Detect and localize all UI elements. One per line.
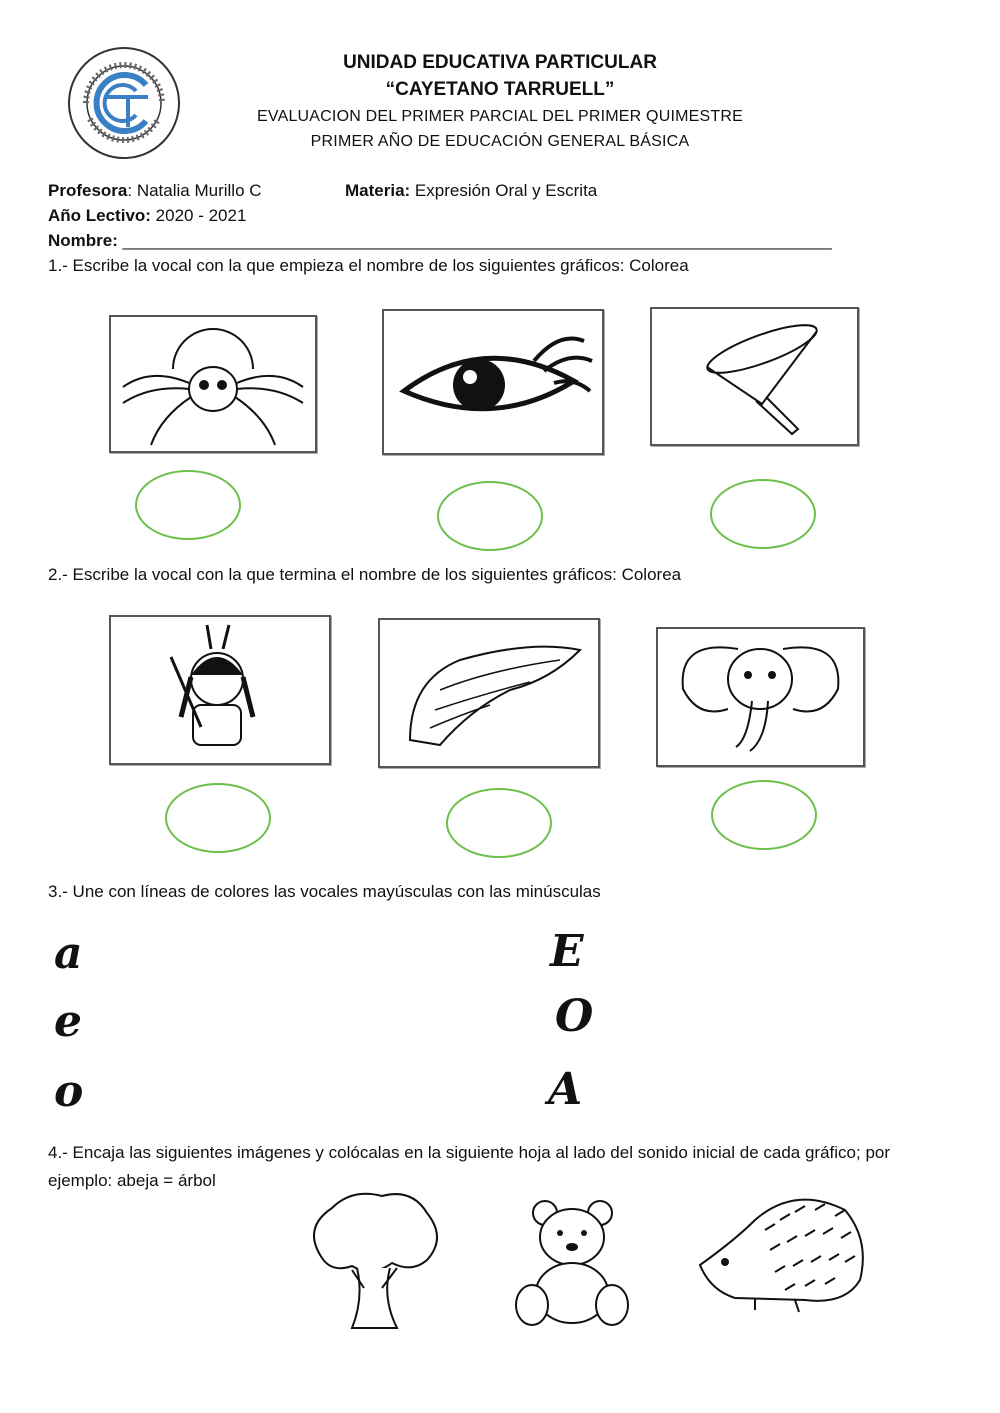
wing-frame xyxy=(378,618,600,768)
year-value: 2020 - 2021 xyxy=(150,206,247,225)
lowercase-a[interactable]: a xyxy=(54,928,83,979)
question-2: 2.- Escribe la vocal con la que termina el nombre de los siguientes gráficos: Colorea xyxy=(48,565,682,584)
teacher-label: Profesora xyxy=(48,181,128,200)
teacher-row xyxy=(48,181,262,201)
question-1: 1.- Escribe la vocal con la que empieza el nombre de los siguientes gráficos: Colorea xyxy=(48,256,689,275)
teacher-value: : Natalia Murillo C xyxy=(127,181,262,200)
year-row xyxy=(48,206,246,226)
uppercase-a[interactable]: A xyxy=(548,1064,583,1115)
tree-icon xyxy=(302,1188,442,1336)
indian-frame xyxy=(109,615,331,765)
subject-row xyxy=(345,181,597,201)
question-3: 3.- Une con líneas de colores las vocales mayúsculas con las minúsculas xyxy=(48,882,601,901)
evaluation-title: EVALUACION DEL PRIMER PARCIAL DEL PRIMER QUIMESTRE xyxy=(257,108,743,125)
hedgehog-icon xyxy=(695,1180,870,1320)
spider-frame xyxy=(109,315,317,453)
year-label: Año Lectivo: xyxy=(48,206,151,225)
elephant-frame xyxy=(656,627,865,767)
answer-oval-5[interactable] xyxy=(446,788,552,858)
lowercase-e[interactable]: e xyxy=(54,996,82,1047)
eye-icon xyxy=(384,311,602,453)
question-4-line-1: 4.- Encaja las siguientes imágenes y colócalas en la siguiente hoja al lado del sonido inicial de cada gráfico; por xyxy=(48,1143,891,1162)
answer-oval-3[interactable] xyxy=(710,479,816,549)
grade-title: PRIMER AÑO DE EDUCACIÓN GENERAL BÁSICA xyxy=(310,133,690,150)
indian-child-icon xyxy=(111,617,329,763)
teddy-bear-icon xyxy=(510,1195,635,1335)
answer-oval-2[interactable] xyxy=(437,481,543,551)
funnel-icon xyxy=(652,309,857,444)
funnel-frame xyxy=(650,307,859,446)
question-4-line-2: ejemplo: abeja = árbol xyxy=(48,1171,216,1190)
uppercase-e[interactable]: E xyxy=(550,926,584,977)
answer-oval-4[interactable] xyxy=(165,783,271,853)
uppercase-o[interactable]: O xyxy=(555,991,594,1042)
elephant-icon xyxy=(658,629,863,765)
tree-image[interactable] xyxy=(302,1188,442,1336)
name-row[interactable] xyxy=(48,231,848,251)
teddy-bear-image[interactable] xyxy=(510,1195,635,1335)
lowercase-o[interactable]: o xyxy=(54,1066,84,1117)
school-name: UNIDAD EDUCATIVA PARTICULAR xyxy=(343,52,657,73)
subject-value: Expresión Oral y Escrita xyxy=(410,181,598,200)
wing-icon xyxy=(380,620,598,766)
hedgehog-image[interactable] xyxy=(695,1180,870,1320)
answer-oval-6[interactable] xyxy=(711,780,817,850)
name-blank[interactable]: ___________________________________________________________________________ xyxy=(117,231,832,250)
eye-frame xyxy=(382,309,604,455)
spider-icon xyxy=(111,317,315,451)
name-label: Nombre: xyxy=(48,231,118,250)
answer-oval-1[interactable] xyxy=(135,470,241,540)
subject-label: Materia: xyxy=(345,181,411,200)
school-name-quoted: “CAYETANO TARRUELL” xyxy=(385,79,615,100)
